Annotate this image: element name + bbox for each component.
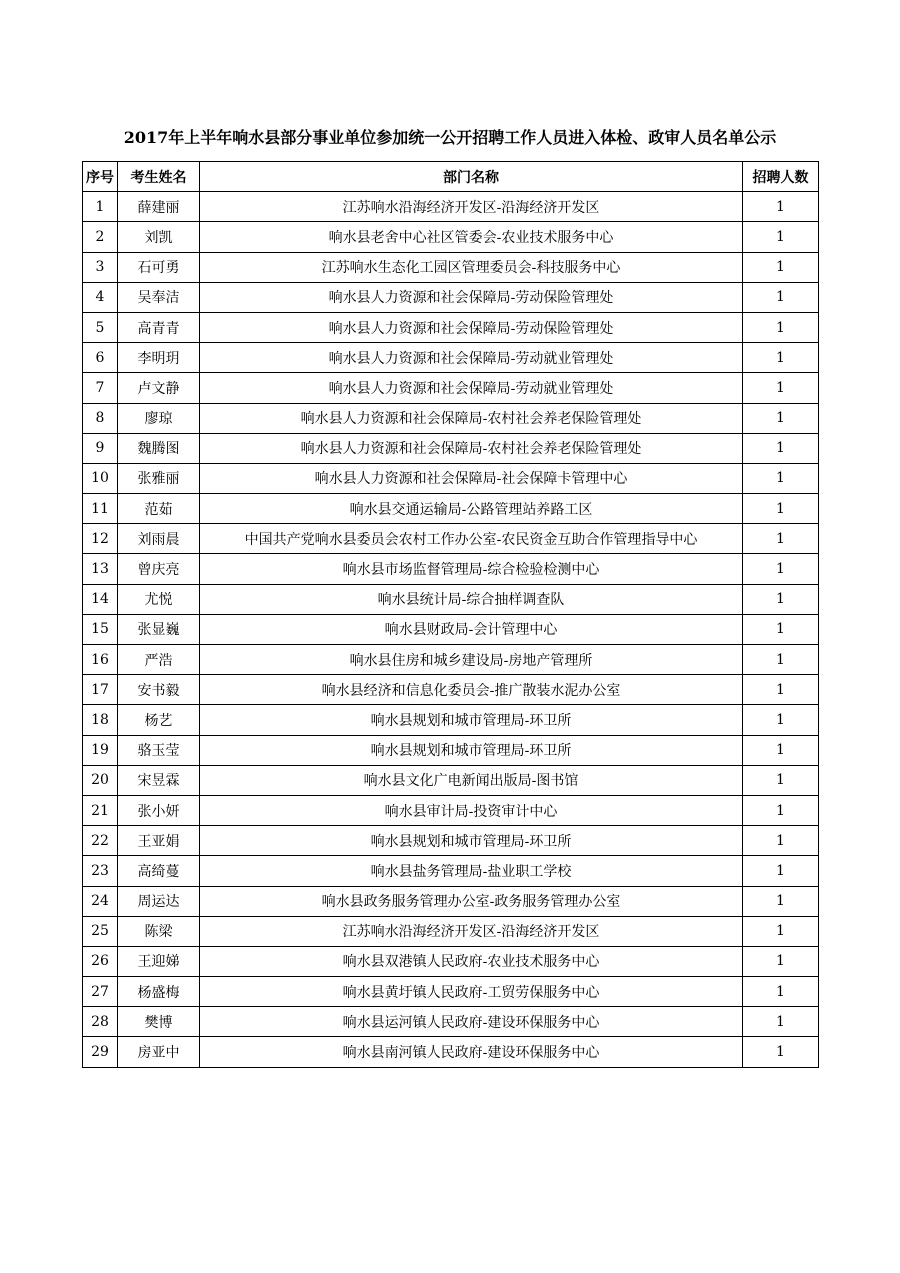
cell-dept: 江苏响水生态化工园区管理委员会-科技服务中心 <box>200 252 743 282</box>
cell-dept: 响水县南河镇人民政府-建设环保服务中心 <box>200 1037 743 1067</box>
header-seq: 序号 <box>83 162 118 192</box>
cell-seq: 10 <box>83 463 118 493</box>
cell-name: 张小妍 <box>118 795 200 825</box>
cell-name: 石可勇 <box>118 252 200 282</box>
table-row <box>83 554 819 584</box>
cell-dept: 响水县盐务管理局-盐业职工学校 <box>200 856 743 886</box>
header-dept: 部门名称 <box>200 162 743 192</box>
table-row <box>83 765 819 795</box>
cell-name: 房亚中 <box>118 1037 200 1067</box>
cell-dept: 响水县文化广电新闻出版局-图书馆 <box>200 765 743 795</box>
cell-seq: 6 <box>83 343 118 373</box>
cell-name: 张显巍 <box>118 614 200 644</box>
cell-seq: 5 <box>83 312 118 342</box>
table-header-row <box>83 162 819 192</box>
cell-name: 刘雨晨 <box>118 524 200 554</box>
cell-dept: 响水县规划和城市管理局-环卫所 <box>200 735 743 765</box>
cell-count: 1 <box>743 735 819 765</box>
table-row <box>83 373 819 403</box>
cell-name: 吴奉洁 <box>118 282 200 312</box>
candidate-table <box>82 161 819 1068</box>
cell-seq: 8 <box>83 403 118 433</box>
cell-count: 1 <box>743 373 819 403</box>
cell-count: 1 <box>743 554 819 584</box>
cell-count: 1 <box>743 614 819 644</box>
cell-seq: 24 <box>83 886 118 916</box>
table-row <box>83 403 819 433</box>
table-row <box>83 614 819 644</box>
cell-seq: 26 <box>83 946 118 976</box>
cell-count: 1 <box>743 675 819 705</box>
cell-seq: 19 <box>83 735 118 765</box>
cell-name: 杨艺 <box>118 705 200 735</box>
cell-seq: 1 <box>83 192 118 222</box>
cell-name: 高绮蔓 <box>118 856 200 886</box>
cell-count: 1 <box>743 1007 819 1037</box>
cell-name: 高青青 <box>118 312 200 342</box>
cell-dept: 响水县审计局-投资审计中心 <box>200 795 743 825</box>
table-row <box>83 222 819 252</box>
cell-count: 1 <box>743 282 819 312</box>
cell-seq: 13 <box>83 554 118 584</box>
cell-count: 1 <box>743 192 819 222</box>
cell-dept: 响水县规划和城市管理局-环卫所 <box>200 826 743 856</box>
cell-dept: 响水县人力资源和社会保障局-劳动保险管理处 <box>200 312 743 342</box>
cell-name: 薛建丽 <box>118 192 200 222</box>
cell-name: 严浩 <box>118 645 200 675</box>
cell-name: 刘凯 <box>118 222 200 252</box>
table-row <box>83 524 819 554</box>
cell-count: 1 <box>743 252 819 282</box>
cell-dept: 响水县老舍中心社区管委会-农业技术服务中心 <box>200 222 743 252</box>
table-row <box>83 826 819 856</box>
cell-seq: 3 <box>83 252 118 282</box>
table-row <box>83 192 819 222</box>
table-row <box>83 675 819 705</box>
cell-seq: 17 <box>83 675 118 705</box>
table-row <box>83 916 819 946</box>
cell-count: 1 <box>743 222 819 252</box>
table-row <box>83 977 819 1007</box>
cell-name: 李明玥 <box>118 343 200 373</box>
cell-seq: 14 <box>83 584 118 614</box>
cell-name: 卢文静 <box>118 373 200 403</box>
table-row <box>83 584 819 614</box>
cell-count: 1 <box>743 524 819 554</box>
cell-seq: 12 <box>83 524 118 554</box>
cell-seq: 28 <box>83 1007 118 1037</box>
cell-count: 1 <box>743 795 819 825</box>
cell-dept: 响水县市场监督管理局-综合检验检测中心 <box>200 554 743 584</box>
cell-seq: 9 <box>83 433 118 463</box>
cell-name: 宋昱霖 <box>118 765 200 795</box>
cell-seq: 11 <box>83 494 118 524</box>
cell-name: 骆玉莹 <box>118 735 200 765</box>
cell-dept: 响水县黄圩镇人民政府-工贸劳保服务中心 <box>200 977 743 1007</box>
table-row <box>83 343 819 373</box>
cell-count: 1 <box>743 403 819 433</box>
table-row <box>83 312 819 342</box>
cell-name: 樊博 <box>118 1007 200 1037</box>
cell-count: 1 <box>743 886 819 916</box>
cell-seq: 27 <box>83 977 118 1007</box>
cell-count: 1 <box>743 463 819 493</box>
cell-count: 1 <box>743 343 819 373</box>
cell-count: 1 <box>743 1037 819 1067</box>
cell-count: 1 <box>743 765 819 795</box>
cell-dept: 江苏响水沿海经济开发区-沿海经济开发区 <box>200 192 743 222</box>
cell-seq: 4 <box>83 282 118 312</box>
cell-name: 安书毅 <box>118 675 200 705</box>
cell-dept: 响水县双港镇人民政府-农业技术服务中心 <box>200 946 743 976</box>
cell-dept: 响水县人力资源和社会保障局-劳动保险管理处 <box>200 282 743 312</box>
table-body <box>83 192 819 1067</box>
cell-count: 1 <box>743 584 819 614</box>
cell-count: 1 <box>743 312 819 342</box>
cell-seq: 21 <box>83 795 118 825</box>
cell-seq: 18 <box>83 705 118 735</box>
cell-count: 1 <box>743 645 819 675</box>
cell-seq: 2 <box>83 222 118 252</box>
cell-dept: 响水县人力资源和社会保障局-社会保障卡管理中心 <box>200 463 743 493</box>
cell-dept: 响水县财政局-会计管理中心 <box>200 614 743 644</box>
cell-dept: 响水县人力资源和社会保障局-农村社会养老保险管理处 <box>200 433 743 463</box>
cell-dept: 响水县人力资源和社会保障局-劳动就业管理处 <box>200 373 743 403</box>
cell-name: 魏腾图 <box>118 433 200 463</box>
cell-name: 张雅丽 <box>118 463 200 493</box>
document-title: 2017年上半年响水县部分事业单位参加统一公开招聘工作人员进入体检、政审人员名单公示 <box>123 128 777 147</box>
cell-dept: 响水县住房和城乡建设局-房地产管理所 <box>200 645 743 675</box>
cell-seq: 29 <box>83 1037 118 1067</box>
cell-count: 1 <box>743 494 819 524</box>
table-row <box>83 494 819 524</box>
cell-name: 曾庆亮 <box>118 554 200 584</box>
cell-name: 王迎娣 <box>118 946 200 976</box>
cell-dept: 响水县交通运输局-公路管理站养路工区 <box>200 494 743 524</box>
cell-count: 1 <box>743 705 819 735</box>
cell-name: 尤悦 <box>118 584 200 614</box>
cell-dept: 响水县运河镇人民政府-建设环保服务中心 <box>200 1007 743 1037</box>
table-row <box>83 735 819 765</box>
table-row <box>83 645 819 675</box>
cell-name: 陈梁 <box>118 916 200 946</box>
cell-seq: 15 <box>83 614 118 644</box>
table-row <box>83 282 819 312</box>
cell-count: 1 <box>743 916 819 946</box>
cell-count: 1 <box>743 977 819 1007</box>
table-row <box>83 1007 819 1037</box>
cell-dept: 江苏响水沿海经济开发区-沿海经济开发区 <box>200 916 743 946</box>
table-row <box>83 1037 819 1067</box>
cell-seq: 16 <box>83 645 118 675</box>
cell-count: 1 <box>743 433 819 463</box>
table-row <box>83 252 819 282</box>
cell-seq: 7 <box>83 373 118 403</box>
table-row <box>83 463 819 493</box>
cell-name: 周运达 <box>118 886 200 916</box>
cell-seq: 23 <box>83 856 118 886</box>
cell-dept: 响水县规划和城市管理局-环卫所 <box>200 705 743 735</box>
cell-seq: 20 <box>83 765 118 795</box>
cell-dept: 响水县政务服务管理办公室-政务服务管理办公室 <box>200 886 743 916</box>
cell-seq: 25 <box>83 916 118 946</box>
cell-name: 杨盛梅 <box>118 977 200 1007</box>
cell-seq: 22 <box>83 826 118 856</box>
header-count: 招聘人数 <box>743 162 819 192</box>
cell-dept: 中国共产党响水县委员会农村工作办公室-农民资金互助合作管理指导中心 <box>200 524 743 554</box>
cell-name: 范茹 <box>118 494 200 524</box>
table-row <box>83 795 819 825</box>
cell-dept: 响水县人力资源和社会保障局-劳动就业管理处 <box>200 343 743 373</box>
table-row <box>83 946 819 976</box>
table-row <box>83 886 819 916</box>
cell-dept: 响水县人力资源和社会保障局-农村社会养老保险管理处 <box>200 403 743 433</box>
cell-count: 1 <box>743 856 819 886</box>
cell-dept: 响水县经济和信息化委员会-推广散装水泥办公室 <box>200 675 743 705</box>
table-row <box>83 433 819 463</box>
header-name: 考生姓名 <box>118 162 200 192</box>
table-row <box>83 705 819 735</box>
cell-name: 廖琼 <box>118 403 200 433</box>
cell-name: 王亚娟 <box>118 826 200 856</box>
table-row <box>83 856 819 886</box>
cell-dept: 响水县统计局-综合抽样调查队 <box>200 584 743 614</box>
cell-count: 1 <box>743 826 819 856</box>
cell-count: 1 <box>743 946 819 976</box>
